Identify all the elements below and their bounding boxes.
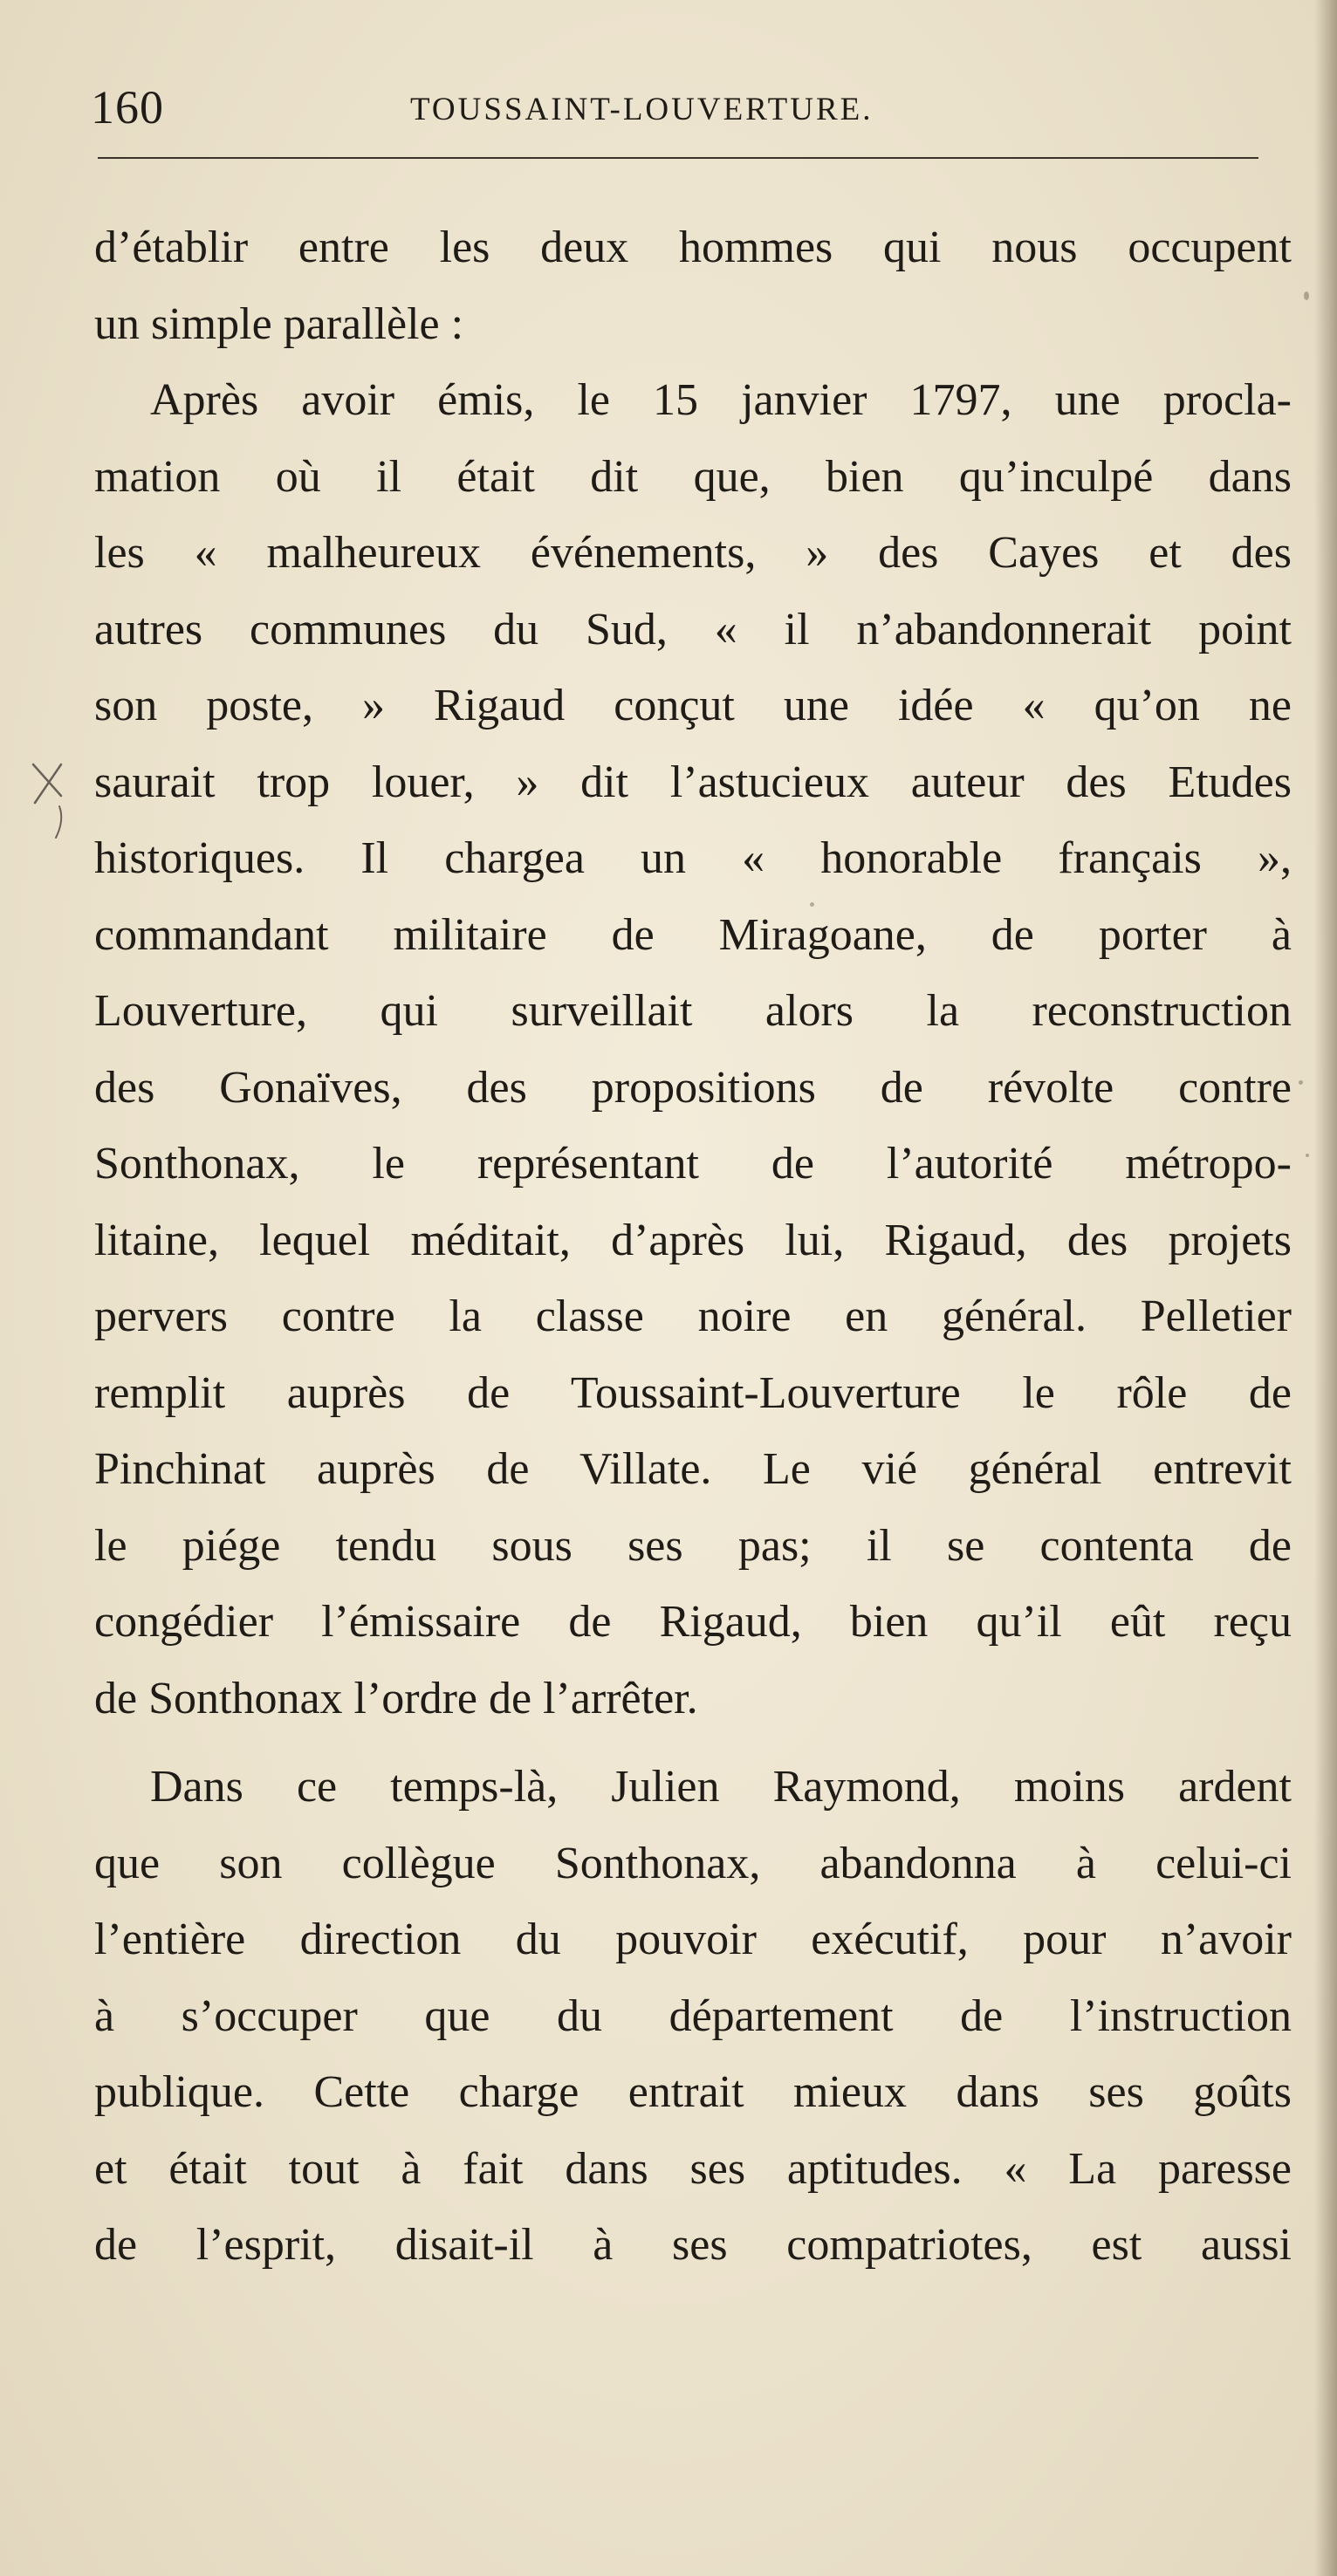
text-line: un simple parallèle :	[94, 298, 464, 349]
paper-speck	[1304, 291, 1309, 300]
text-line: publique. Cette charge entrait mieux dans ses goûts	[94, 2067, 1292, 2117]
text-line: historiques. Il chargea un « honorable français »,	[94, 833, 1292, 883]
paragraph-gap	[94, 1737, 1292, 1749]
text-line: son poste, » Rigaud conçut une idée « qu’on ne	[94, 681, 1292, 730]
text-line: pervers contre la classe noire en général. Pelletier	[94, 1291, 1292, 1341]
text-line: litaine, lequel méditait, d’après lui, Rigaud, des projets	[94, 1215, 1292, 1265]
text-line: à s’occuper que du département de l’instruction	[94, 1990, 1292, 2041]
text-line: Sonthonax, le représentant de l’autorité métropo-	[94, 1139, 1292, 1189]
body-text	[94, 209, 1292, 2284]
paper-speck	[1306, 1154, 1309, 1157]
text-line: l’entière direction du pouvoir exécutif, pour n’avoir	[94, 1915, 1292, 1964]
page-edge-shadow	[1314, 0, 1337, 2576]
text-line: Dans ce temps-là, Julien Raymond, moins ardent	[150, 1762, 1292, 1812]
header-rule	[98, 157, 1258, 159]
text-line: le piége tendu sous ses pas; il se contenta de	[94, 1520, 1292, 1571]
paper-speck	[1299, 1080, 1303, 1085]
text-line: des Gonaïves, des propositions de révolte contre	[94, 1062, 1292, 1113]
running-title: TOUSSAINT-LOUVERTURE.	[410, 92, 874, 127]
text-line: et était tout à fait dans ses aptitudes. « La paresse	[94, 2143, 1292, 2194]
text-line: mation où il était dit que, bien qu’inculpé dans	[94, 451, 1292, 502]
text-line: d’établir entre les deux hommes qui nous occupent	[94, 223, 1292, 272]
text-line: saurait trop louer, » dit l’astucieux auteur des Etudes	[94, 757, 1292, 807]
text-line: les « malheureux événements, » des Cayes et des	[94, 528, 1292, 578]
text-line: commandant militaire de Miragoane, de porter à	[94, 909, 1292, 960]
text-line: congédier l’émissaire de Rigaud, bien qu’il eût reçu	[94, 1597, 1292, 1647]
text-line: remplit auprès de Toussaint-Louverture le rôle de	[94, 1367, 1292, 1418]
page-number: 160	[91, 81, 164, 134]
text-line: que son collègue Sonthonax, abandonna à celui-ci	[94, 1838, 1292, 1888]
text-line: Après avoir émis, le 15 janvier 1797, une procla-	[150, 375, 1292, 425]
text-line: Louverture, qui surveillait alors la reconstruction	[94, 986, 1292, 1036]
text-line: Pinchinat auprès de Villate. Le vié général entrevit	[94, 1444, 1292, 1494]
text-line: autres communes du Sud, « il n’abandonnerait point	[94, 604, 1292, 654]
pencil-margin-mark	[26, 757, 70, 853]
text-line: de Sonthonax l’ordre de l’arrêter.	[94, 1673, 698, 1723]
text-line: de l’esprit, disait-il à ses compatriotes, est aussi	[94, 2220, 1292, 2270]
